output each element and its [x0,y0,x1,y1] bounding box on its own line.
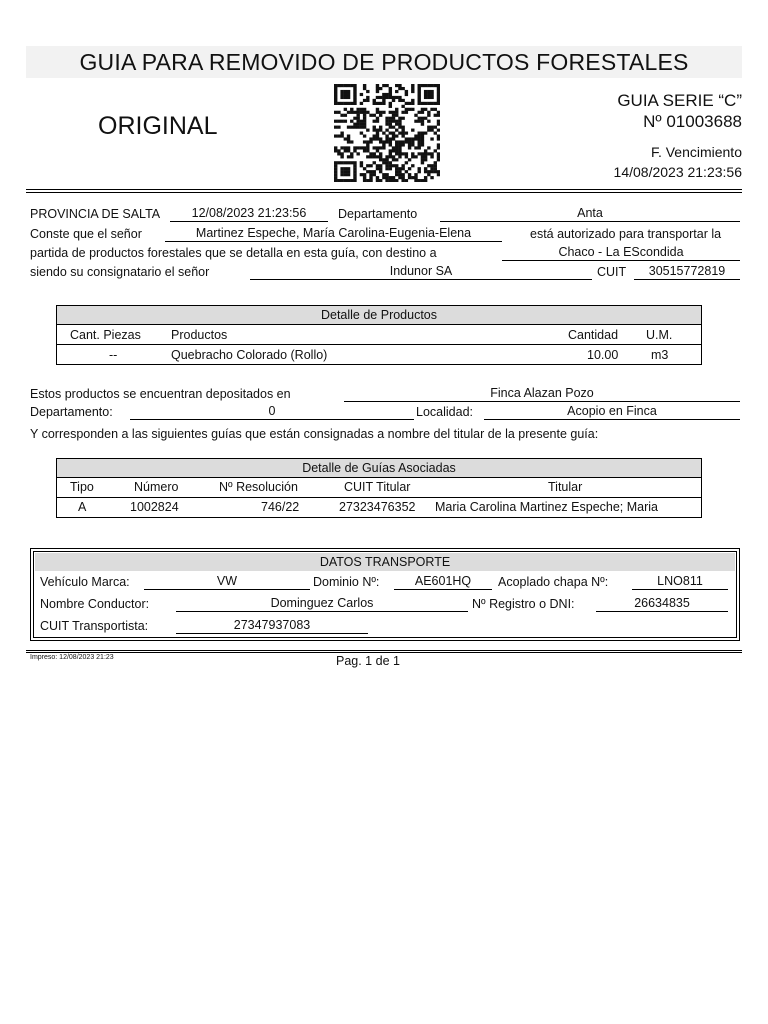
provincia: PROVINCIA DE SALTA [30,207,161,221]
document-title: GUIA PARA REMOVIDO DE PRODUCTOS FORESTALES [79,49,689,75]
cell-tipo: A [78,500,87,514]
table-divider [57,344,701,345]
partida-text: partida de productos forestales que se detalla en esta guía, con destino a [30,246,437,260]
guia-serie: GUIA SERIE “C” [617,91,742,110]
deposito-text: Estos productos se encuentran depositados en [30,387,291,401]
consignatario-label: siendo su consignatario el señor [30,265,210,279]
conductor-label: Nombre Conductor: [40,597,150,611]
transporte-heading: DATOS TRANSPORTE [35,553,735,571]
productos-table [56,305,702,365]
titular-field: Martinez Espeche, María Carolina-Eugenia-Elena [165,225,502,242]
col-titular: Titular [548,480,583,494]
cell-um: m3 [651,348,669,362]
guias-heading: Detalle de Guías Asociadas [57,459,701,478]
dominio-label: Dominio Nº: [313,575,380,589]
cuit-transportista-label: CUIT Transportista: [40,619,149,633]
vencimiento-block [614,142,742,182]
localidad-label: Localidad: [416,405,473,419]
destino-field: Chaco - La EScondida [502,244,740,261]
dominio-field: AE601HQ [394,573,492,590]
guias-text: Y corresponden a las siguientes guías que están consignadas a nombre del titular de la presente guía: [30,427,599,441]
cell-producto: Quebracho Colorado (Rollo) [171,348,328,362]
cell-numero: 1002824 [130,500,179,514]
departamento-label: Departamento [338,207,418,221]
impreso-text: Impreso: 12/08/2023 21:23 [30,654,114,661]
col-tipo: Tipo [70,480,94,494]
col-cantidad: Cantidad [568,328,619,342]
guias-table [56,458,702,518]
conste-text: Conste que el señor [30,227,142,241]
page-number: Pag. 1 de 1 [336,654,400,668]
vencimiento-date: 14/08/2023 21:23:56 [613,164,742,180]
divider [26,189,742,190]
cell-piezas: -- [109,348,118,362]
cell-resolucion: 746/22 [261,500,300,514]
marca-label: Vehículo Marca: [40,575,130,589]
col-um: U.M. [646,328,673,342]
col-cant-piezas: Cant. Piezas [70,328,141,342]
consignatario-field: Indunor SA [250,263,592,280]
col-cuit-titular: CUIT Titular [344,480,411,494]
deposito-departamento-field: 0 [130,403,414,420]
footer-divider [26,650,742,651]
col-numero: Número [134,480,179,494]
footer-divider [26,652,742,653]
cell-titular: Maria Carolina Martinez Espeche; Maria [435,500,659,514]
acoplado-label: Acoplado chapa Nº: [498,575,609,589]
qr-code-icon [334,84,440,182]
conductor-field: Dominguez Carlos [176,595,468,612]
col-productos: Productos [171,328,228,342]
cuit-field: 30515772819 [634,263,740,280]
acoplado-field: LNO811 [632,573,728,590]
deposito-lugar-field: Finca Alazan Pozo [344,385,740,402]
cell-cuit: 27323476352 [339,500,416,514]
autorizado-text: está autorizado para transportar la [530,227,722,241]
dni-label: Nº Registro o DNI: [472,597,575,611]
serie-block [617,90,742,132]
table-divider [57,497,701,498]
departamento-field: Anta [440,205,740,222]
vencimiento-label: F. Vencimiento [650,144,742,160]
cuit-transportista-field: 27347937083 [176,617,368,634]
productos-heading: Detalle de Productos [57,306,701,325]
cuit-label: CUIT [597,265,627,279]
dni-field: 26634835 [596,595,728,612]
cell-cantidad: 10.00 [587,348,619,362]
marca-field: VW [144,573,310,590]
divider [26,192,742,193]
localidad-field: Acopio en Finca [484,403,740,420]
copy-label: ORIGINAL [98,112,218,140]
fecha-field: 12/08/2023 21:23:56 [170,205,328,222]
guia-numero: Nº 01003688 [643,112,742,131]
col-resolucion: Nº Resolución [219,480,298,494]
deposito-departamento-label: Departamento: [30,405,113,419]
